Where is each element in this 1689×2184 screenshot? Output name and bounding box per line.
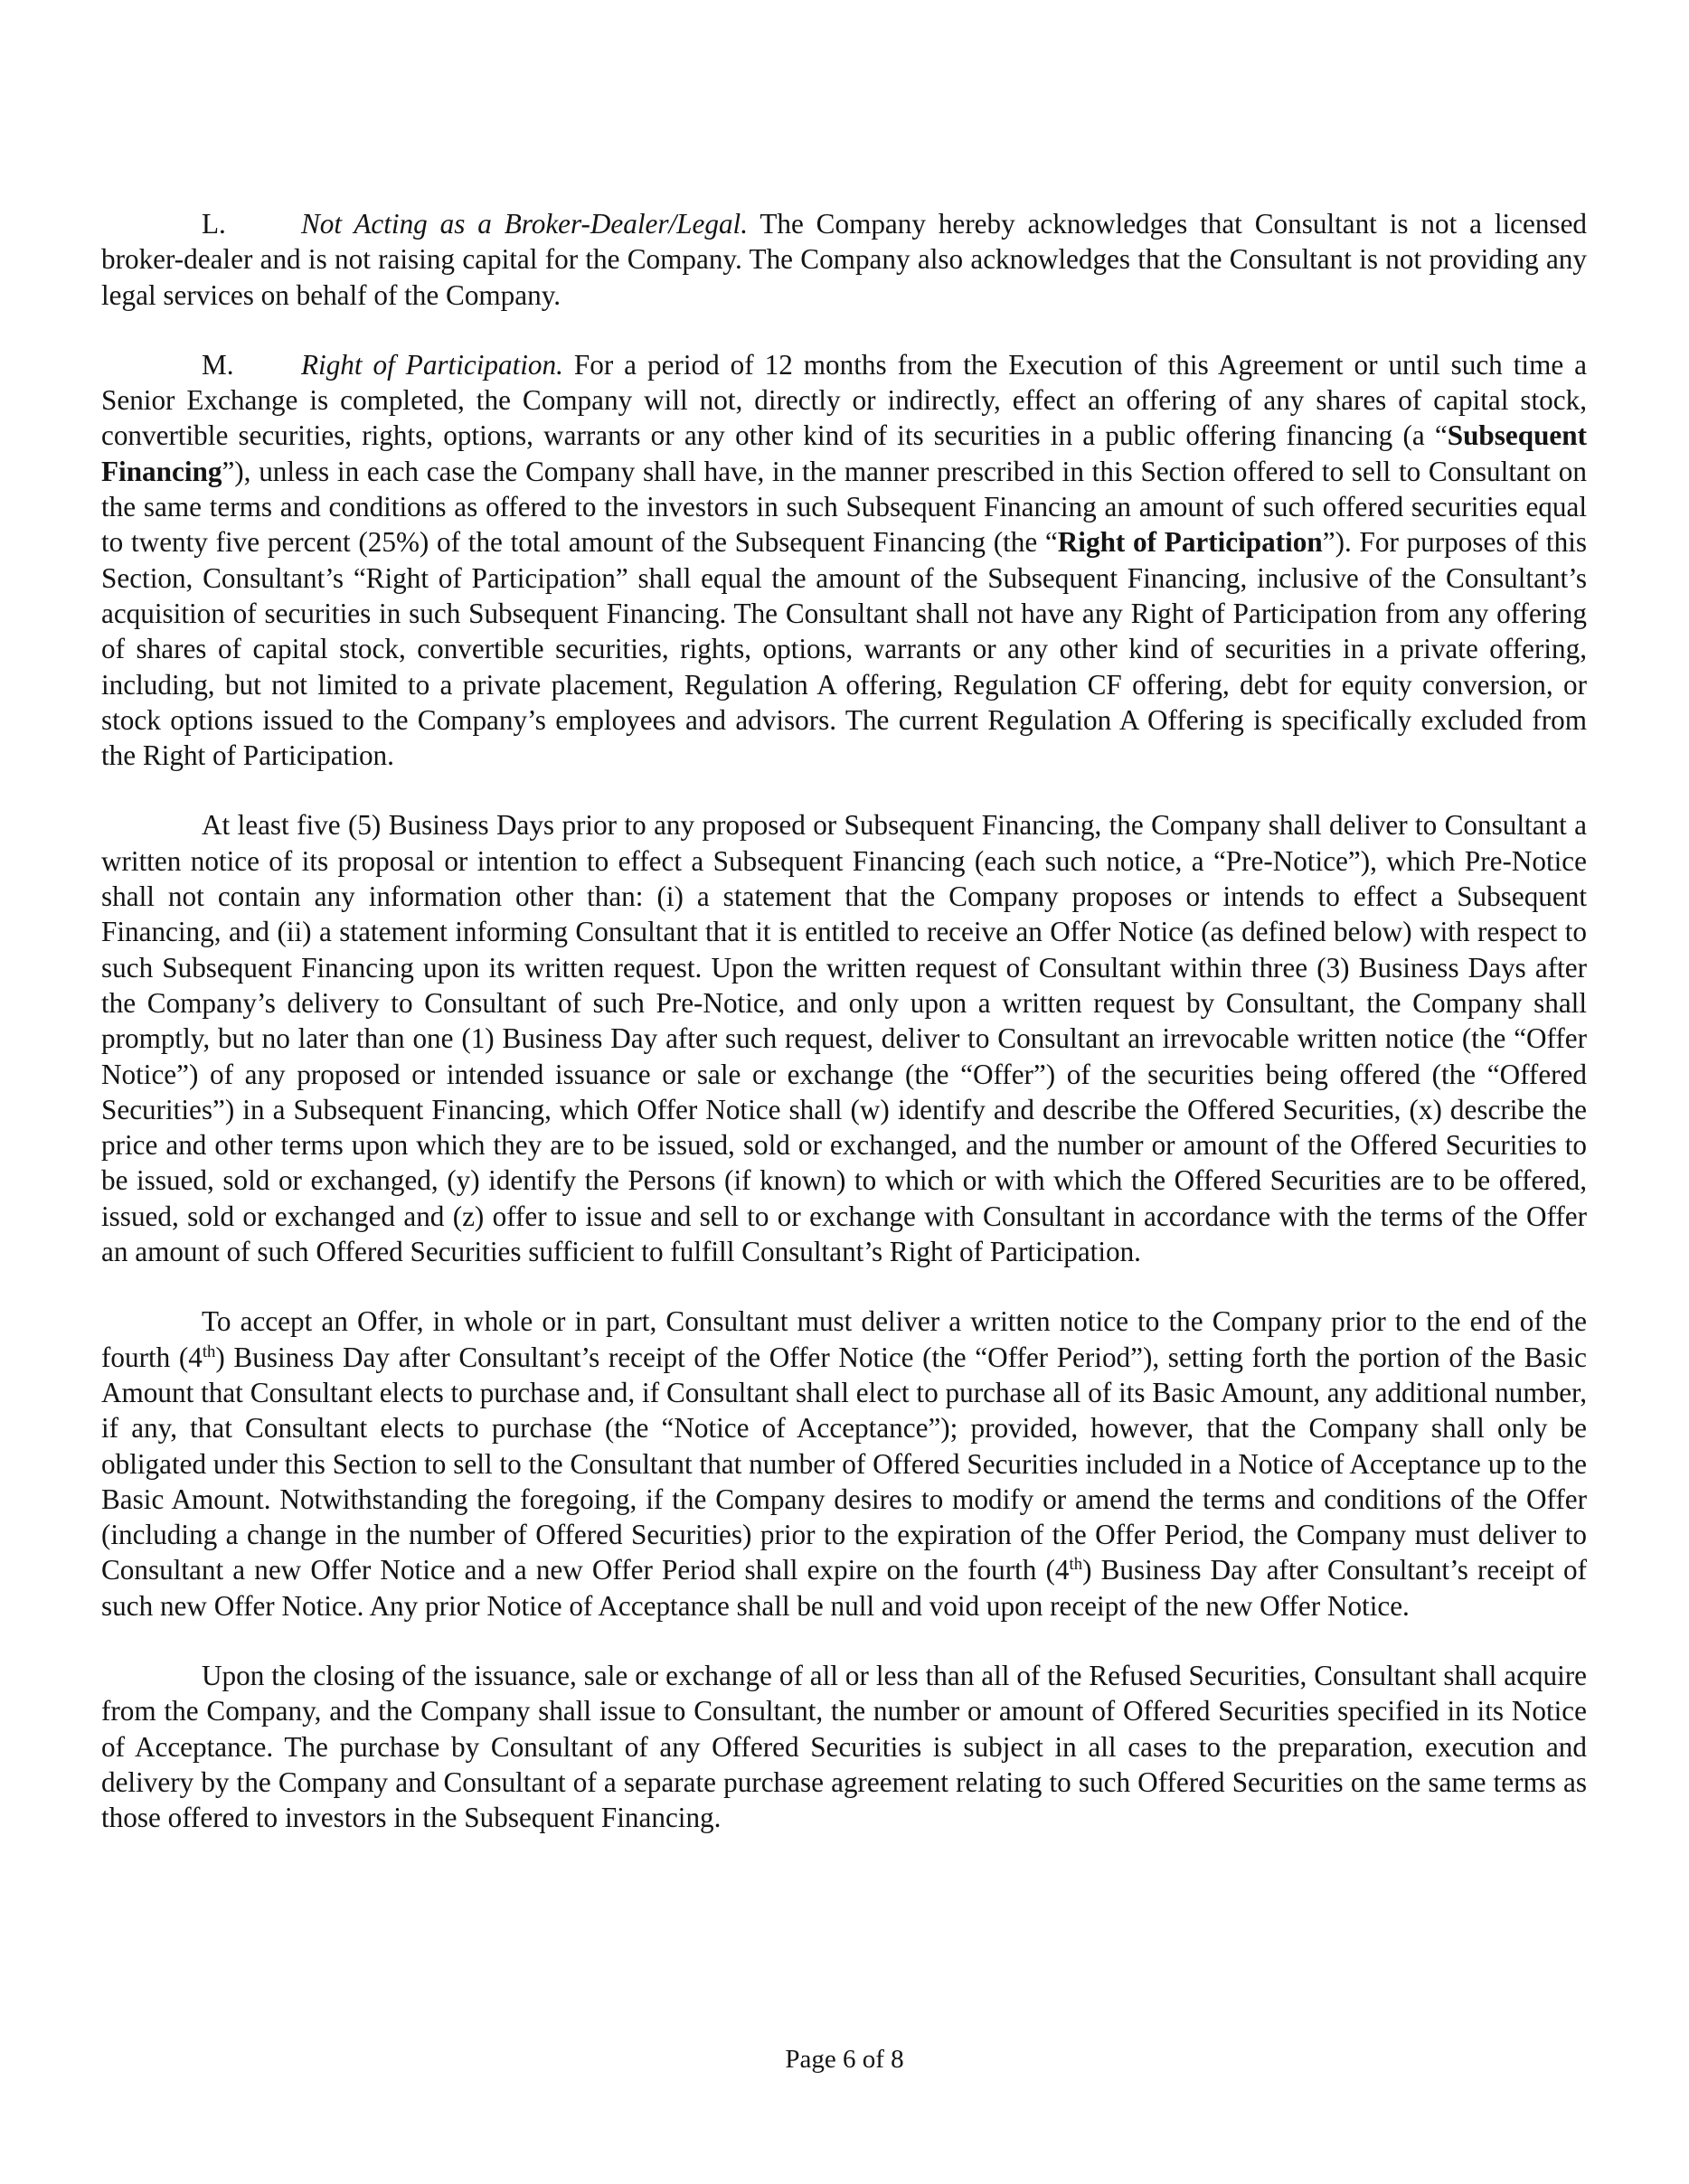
section-m-text-1: For a period of 12 months from the Execution of this Agreement or until such time a Senior Exchange is completed, the Company will not, directly or indirectly, effect an offering of any shares of capital stock, convertible securities, rights, options, warrants or any other kind of its securities in a public offering financing (a “: [101, 348, 1587, 452]
acceptance-text-2: ) Business Day after Consultant’s receipt of the Offer Notice (the “Offer Period”), setting forth the portion of the Basic Amount that Consultant elects to purchase and, if Consultant shall elect to purchase all of its Basic Amount, any additional number, if any, that Consultant elects to purchase (the “Notice of Acceptance”); provided, however, that the Company shall only be obligated under this Section to sell to the Consultant that number of Offered Securities included in a Notice of Acceptance up to the Basic Amount. Notwithstanding the foregoing, if the Company desires to modify or amend the terms and conditions of the Offer (including a change in the number of Offered Securities) prior to the expiration of the Offer Period, the Company must deliver to Consultant a new Offer Notice and a new Offer Period shall expire on the fourth (4: [101, 1341, 1587, 1586]
section-heading-m: Right of Participation.: [301, 348, 563, 381]
section-m-text-2: ”), unless in each case the Company shall have, in the manner prescribed in this Section offered to sell to Consultant on the same terms and conditions as offered to the investors in such Subsequent Financing an amount of such offered securities equal to twenty five percent (25%) of the total amount of the Subsequent Financing (the “: [101, 455, 1587, 559]
defined-term-subsequent-financing: Subsequent Financing: [101, 419, 1587, 487]
document-page: [101, 206, 1587, 1869]
section-l-text: The Company hereby acknowledges that Consultant is not a licensed broker-dealer and is not raising capital for the Company. The Company also acknowledges that the Consultant is not providing any legal services on behalf of the Company.: [101, 208, 1587, 311]
section-m-paragraph: [101, 347, 1587, 774]
acceptance-text-3: ) Business Day after Consultant’s receipt of such new Offer Notice. Any prior Notice of Acceptance shall be null and void upon receipt of the new Offer Notice.: [101, 1554, 1587, 1622]
section-heading-l: Not Acting as a Broker-Dealer/Legal.: [301, 208, 749, 240]
section-letter-m: M.: [202, 348, 234, 381]
superscript-th-2: th: [1069, 1555, 1083, 1575]
page-number-footer: Page 6 of 8: [785, 2045, 904, 2074]
prenotice-paragraph: At least five (5) Business Days prior to any proposed or Subsequent Financing, the Company shall deliver to Consultant a written notice of its proposal or intention to effect a Subsequent Financing (each such notice, a “Pre-Notice”), which Pre-Notice shall not contain any information other than: (i) a statement that the Company proposes or intends to effect a Subsequent Financing, and (ii) a statement informing Consultant that it is entitled to receive an Offer Notice (as defined below) with respect to such Subsequent Financing upon its written request. Upon the written request of Consultant within three (3) Business Days after the Company’s delivery to Consultant of such Pre-Notice, and only upon a written request by Consultant, the Company shall promptly, but no later than one (1) Business Day after such request, deliver to Consultant an irrevocable written notice (the “Offer Notice”) of any proposed or intended issuance or sale or exchange (the “Offer”) of the securities being offered (the “Offered Securities”) in a Subsequent Financing, which Offer Notice shall (w) identify and describe the Offered Securities, (x) describe the price and other terms upon which they are to be issued, sold or exchanged, and the number or amount of the Offered Securities to be issued, sold or exchanged, (y) identify the Persons (if known) to which or with which the Offered Securities are to be offered, issued, sold or exchanged and (z) offer to issue and sell to or exchange with Consultant in accordance with the terms of the Offer an amount of such Offered Securities sufficient to fulfill Consultant’s Right of Participation.: [101, 809, 1587, 1268]
closing-paragraph: Upon the closing of the issuance, sale or exchange of all or less than all of the Refused Securities, Consultant shall acquire from the Company, and the Company shall issue to Consultant, the number or amount of Offered Securities specified in its Notice of Acceptance. The purchase by Consultant of any Offered Securities is subject in all cases to the preparation, execution and delivery by the Company and Consultant of a separate purchase agreement relating to such Offered Securities on the same terms as those offered to investors in the Subsequent Financing.: [101, 1659, 1587, 1834]
section-m-text-3: ”). For purposes of this Section, Consultant’s “Right of Participation” shall equal the amount of the Subsequent Financing, inclusive of the Consultant’s acquisition of securities in such Subsequent Financing. The Consultant shall not have any Right of Participation from any offering of shares of capital stock, convertible securities, rights, options, warrants or any other kind of securities in a private offering, including, but not limited to a private placement, Regulation A offering, Regulation CF offering, debt for equity conversion, or stock options issued to the Company’s employees and advisors. The current Regulation A Offering is specifically excluded from the Right of Participation.: [101, 526, 1587, 772]
section-letter-l: L.: [202, 208, 226, 240]
superscript-th-1: th: [202, 1341, 216, 1361]
acceptance-paragraph: [101, 1304, 1587, 1624]
defined-term-right-of-participation: Right of Participation: [1057, 526, 1323, 559]
acceptance-text-1: To accept an Offer, in whole or in part, Consultant must deliver a written notice to the Company prior to the end of the fourth (4: [101, 1305, 1587, 1373]
section-l-paragraph: [101, 206, 1587, 313]
